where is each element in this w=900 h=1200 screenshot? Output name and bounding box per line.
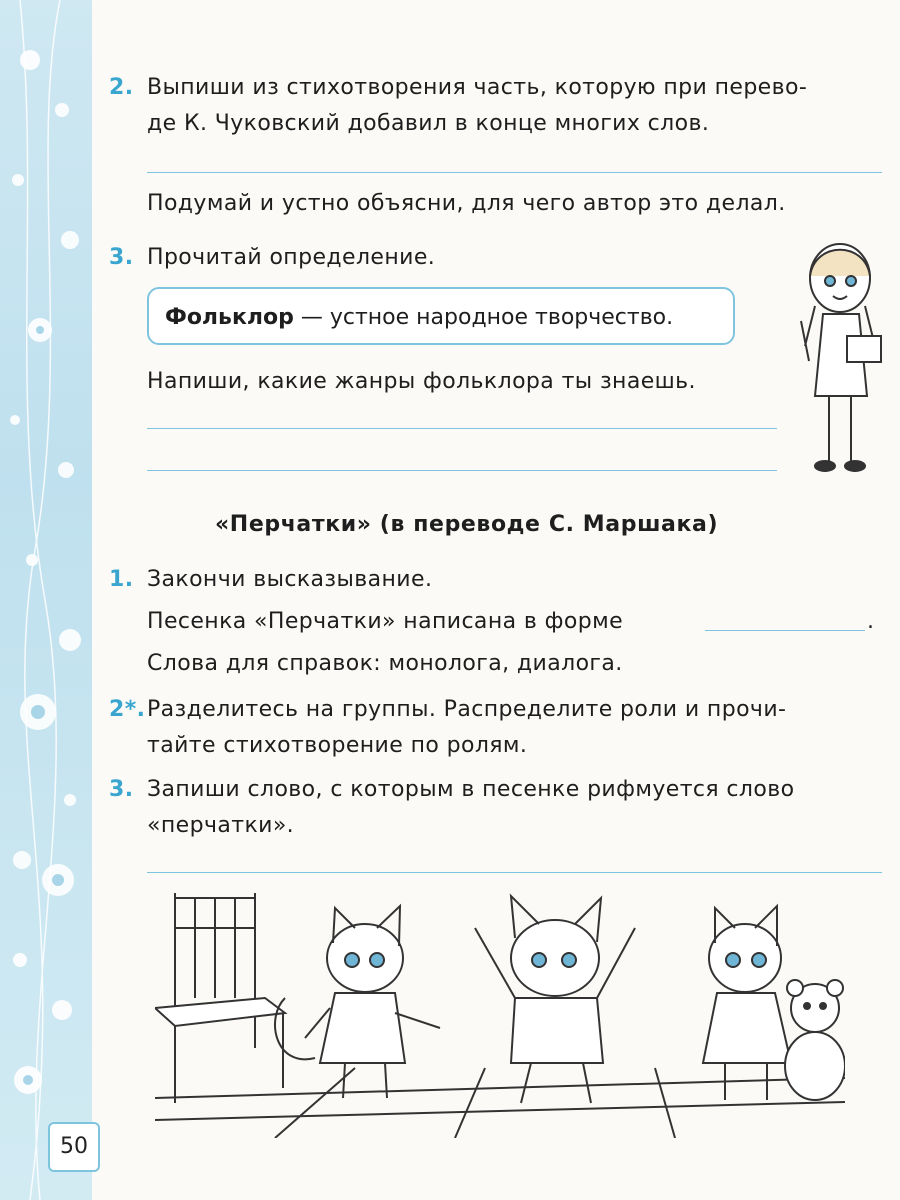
task-number: 2.: [109, 75, 134, 100]
answer-line[interactable]: [147, 428, 777, 429]
page-number: 50: [48, 1122, 100, 1172]
answer-line[interactable]: [147, 872, 882, 873]
chair-drawing: [155, 893, 285, 1103]
kitten-right-drawing: [703, 906, 791, 1100]
task-text-line: «перчатки».: [147, 813, 295, 838]
definition-term: Фольклор: [165, 305, 294, 330]
task-text-line: де К. Чуковский добавил в конце многих слов.: [147, 111, 710, 136]
task-text-line: Запиши слово, с которым в песенке рифмуется слово: [147, 777, 795, 802]
task-text-line: Напиши, какие жанры фольклора ты знаешь.: [147, 369, 696, 394]
task-text-line: Прочитай определение.: [147, 245, 436, 270]
task-number: 3.: [109, 777, 134, 802]
sentence-end: .: [867, 609, 875, 634]
definition-box: [147, 287, 735, 345]
girl-with-book-illustration: [785, 236, 895, 476]
section-title: «Перчатки» (в переводе С. Маршака): [215, 512, 719, 537]
task-number: 2*.: [109, 697, 146, 722]
answer-line[interactable]: [705, 630, 865, 631]
kitten-left-drawing: [275, 906, 440, 1098]
task-text-line: Выпиши из стихотворения часть, которую при перево-: [147, 75, 808, 100]
hint-text: Слова для справок: монолога, диалога.: [147, 651, 623, 676]
kitten-center-drawing: [475, 896, 635, 1103]
kittens-illustration: [155, 888, 845, 1138]
task-text-line: Песенка «Перчатки» написана в форме: [147, 609, 623, 634]
task-number: 3.: [109, 245, 134, 270]
task-text-line: тайте стихотворение по ролям.: [147, 733, 528, 758]
task-text-line: Разделитесь на группы. Распределите роли и прочи-: [147, 697, 787, 722]
answer-line[interactable]: [147, 172, 882, 173]
task-text-line: Подумай и устно объясни, для чего автор это делал.: [147, 191, 786, 216]
task-text-line: Закончи высказывание.: [147, 567, 433, 592]
answer-line[interactable]: [147, 470, 777, 471]
task-number: 1.: [109, 567, 134, 592]
decorative-left-strip: [0, 0, 92, 1200]
definition-text: — устное народное творчество.: [293, 305, 674, 330]
teddy-bear-drawing: [785, 980, 845, 1100]
